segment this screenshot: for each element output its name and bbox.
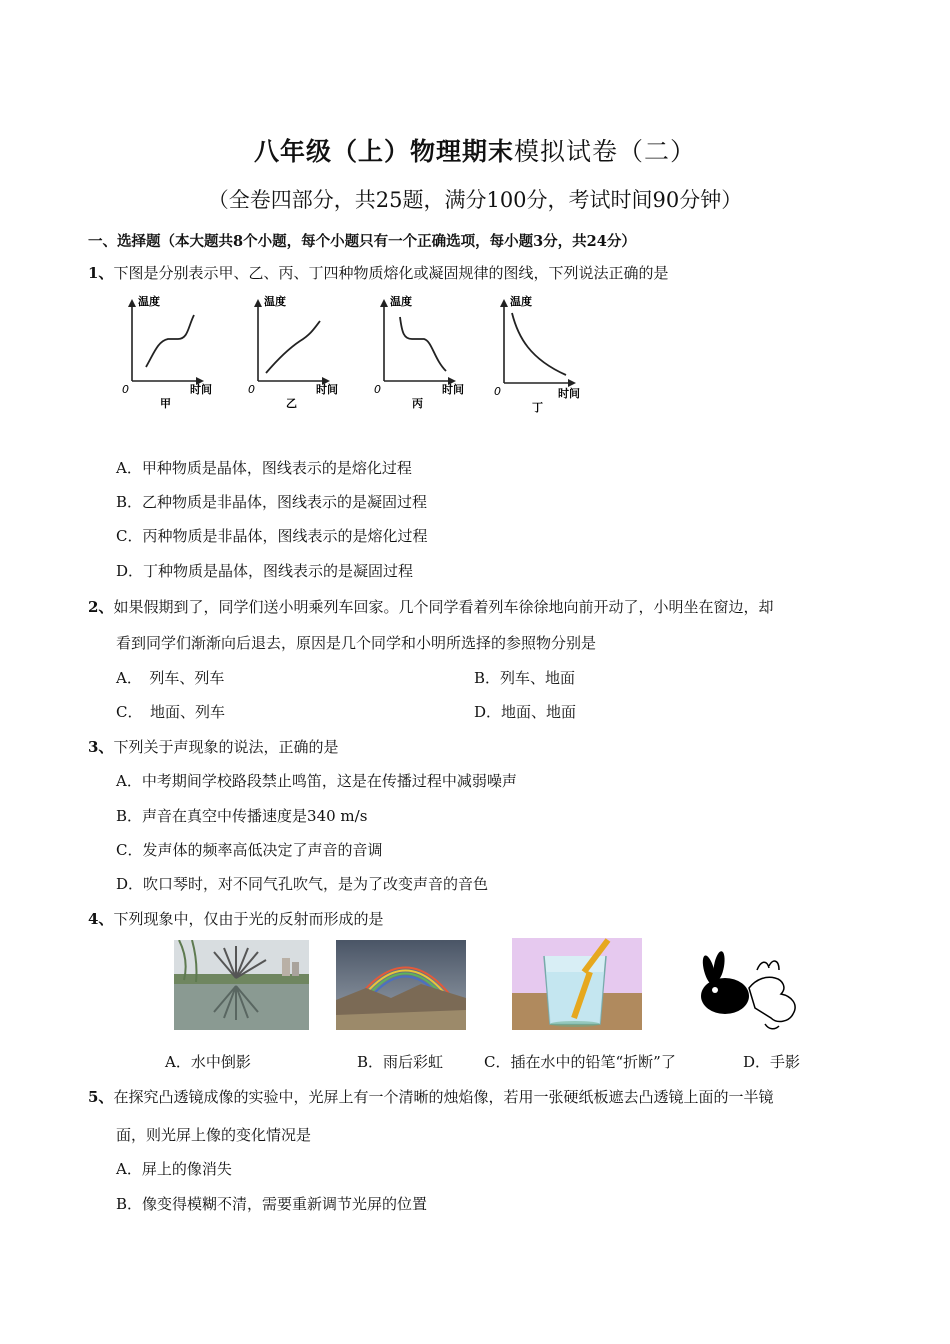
option-c: C．插在水中的铅笔“折断”了 xyxy=(484,1053,676,1071)
question-4 xyxy=(88,908,383,929)
photo-hand-shadow xyxy=(695,948,805,1030)
question-3 xyxy=(88,736,338,757)
x-label: 时间 xyxy=(558,387,580,400)
option-a: A． 列车、列车 xyxy=(116,669,225,687)
question-text: 下列关于声现象的说法，正确的是 xyxy=(113,738,339,756)
question-2 xyxy=(88,596,773,617)
question-5 xyxy=(88,1086,773,1107)
y-axis-arrow xyxy=(128,299,136,307)
y-label: 温度 xyxy=(264,295,286,308)
origin-label: 0 xyxy=(248,383,255,396)
rabbit-eye xyxy=(712,987,718,993)
option-c: C．发声体的频率高低决定了声音的音调 xyxy=(116,841,383,859)
option-b: B．声音在真空中传播速度是340 m/s xyxy=(116,807,368,825)
option-a: A．水中倒影 xyxy=(165,1053,251,1071)
graph-ding xyxy=(490,293,600,415)
graph-name: 甲 xyxy=(160,397,171,410)
curve xyxy=(400,317,446,371)
origin-label: 0 xyxy=(122,383,129,396)
question-text: 下列现象中，仅由于光的反射而形成的是 xyxy=(113,910,384,928)
graph-yi xyxy=(244,293,354,411)
question-text-line1: 在探究凸透镜成像的实验中，光屏上有一个清晰的烛焰像，若用一张硬纸板遮去凸透镜上面的一半镜 xyxy=(113,1088,774,1106)
origin-label: 0 xyxy=(374,383,381,396)
section-heading: 一、选择题（本大题共8个小题，每个小题只有一个正确选项，每小题3分，共24分） xyxy=(88,233,636,250)
photo-pencil-in-water xyxy=(512,938,642,1030)
y-label: 温度 xyxy=(390,295,412,308)
rabbit-body xyxy=(701,978,749,1014)
question-number: 2、 xyxy=(88,598,114,616)
option-c: C．丙种物质是非晶体，图线表示的是熔化过程 xyxy=(116,527,428,545)
title-bold: 八年级（上）物理期末 xyxy=(253,137,514,166)
page-title xyxy=(0,132,950,168)
curve xyxy=(146,315,194,367)
option-d: D．丁种物质是晶体，图线表示的是凝固过程 xyxy=(116,562,414,580)
y-axis-arrow xyxy=(500,299,508,307)
x-label: 时间 xyxy=(442,383,464,396)
page-subtitle: （全卷四部分，共25题，满分100分，考试时间90分钟） xyxy=(207,188,743,212)
option-d: D．地面、地面 xyxy=(474,703,577,721)
building xyxy=(292,962,299,976)
photo-rainbow xyxy=(336,940,466,1030)
graph-name: 丁 xyxy=(532,401,543,414)
curve xyxy=(512,313,566,375)
x-label: 时间 xyxy=(190,383,212,396)
origin-label: 0 xyxy=(494,385,501,398)
graph-name: 乙 xyxy=(286,397,297,410)
question-2-line2: 看到同学们渐渐向后退去，原因是几个同学和小明所选择的参照物分别是 xyxy=(116,634,597,652)
y-axis-arrow xyxy=(254,299,262,307)
x-axis-arrow xyxy=(568,379,576,387)
option-a: A．屏上的像消失 xyxy=(116,1160,232,1178)
question-text: 下图是分别表示甲、乙、丙、丁四种物质熔化或凝固规律的图线，下列说法正确的是 xyxy=(113,264,669,282)
option-a: A．中考期间学校路段禁止鸣笛，这是在传播过程中减弱噪声 xyxy=(116,772,517,790)
x-label: 时间 xyxy=(316,383,338,396)
graph-name: 丙 xyxy=(412,397,423,410)
curve xyxy=(266,321,320,373)
question-number: 3、 xyxy=(88,738,114,756)
option-b: B．乙种物质是非晶体，图线表示的是凝固过程 xyxy=(116,493,428,511)
question-number: 1、 xyxy=(88,264,114,282)
y-axis-arrow xyxy=(380,299,388,307)
question-1 xyxy=(88,262,668,283)
graph-bing xyxy=(370,293,480,411)
option-b: B．列车、地面 xyxy=(474,669,576,687)
option-a: A．甲种物质是晶体，图线表示的是熔化过程 xyxy=(116,459,412,477)
title-light: 模拟试卷（二） xyxy=(514,137,697,166)
building xyxy=(282,958,290,976)
option-b: B．像变得模糊不清，需要重新调节光屏的位置 xyxy=(116,1195,428,1213)
graph-jia xyxy=(118,293,228,411)
option-b: B．雨后彩虹 xyxy=(357,1053,444,1071)
option-c: C． 地面、列车 xyxy=(116,703,225,721)
y-label: 温度 xyxy=(510,295,532,308)
y-label: 温度 xyxy=(138,295,160,308)
question-number: 4、 xyxy=(88,910,114,928)
question-number: 5、 xyxy=(88,1088,114,1106)
water xyxy=(174,982,309,1030)
question-5-line2: 面，则光屏上像的变化情况是 xyxy=(116,1126,312,1144)
photo-water-reflection xyxy=(174,940,309,1030)
question-text-line1: 如果假期到了，同学们送小明乘列车回家。几个同学看着列车徐徐地向前开动了，小明坐在窗边，却 xyxy=(113,598,774,616)
glass-base xyxy=(550,1021,600,1027)
option-d: D．手影 xyxy=(743,1053,801,1071)
option-d: D．吹口琴时，对不同气孔吹气，是为了改变声音的音色 xyxy=(116,875,489,893)
